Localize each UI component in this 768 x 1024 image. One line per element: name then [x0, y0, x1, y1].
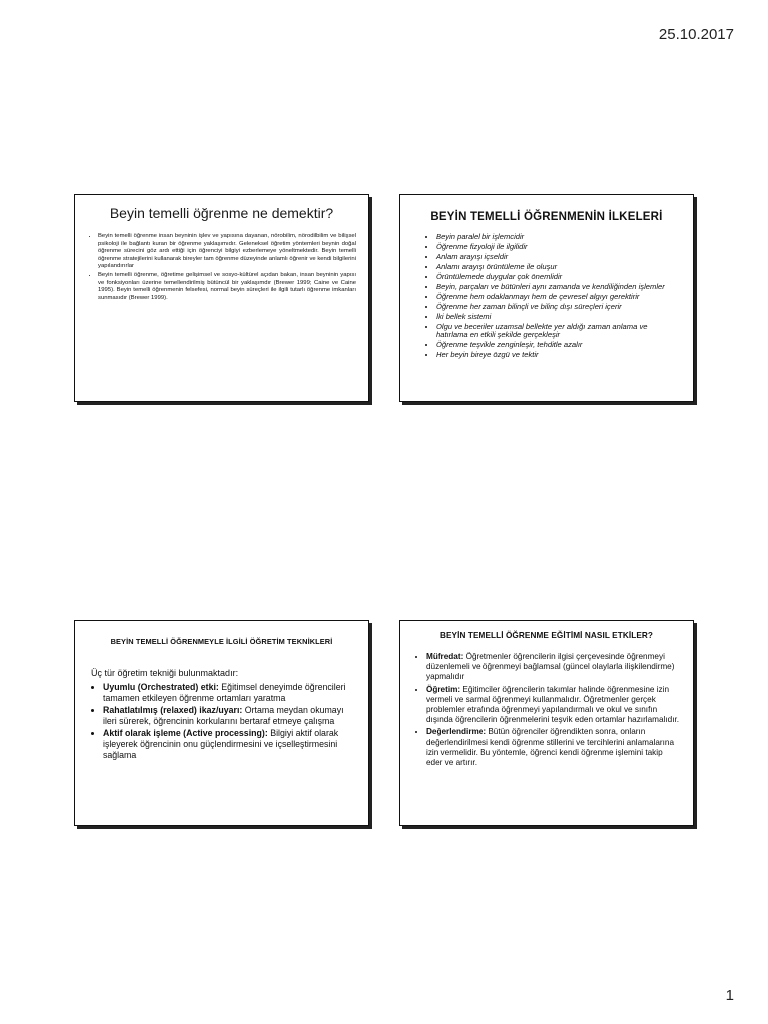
- list-item: • Beyin temelli öğrenme insan beyninin işlev ve yapısına dayanan, nörobilim, nörodilbilim ve bilişsel psikoloji ile bağlantı kuran bir öğrenme yaklaşımıdır. Geleneksel öğretim yöntemleri beynin doğal öğrenme sürecini göz ardı ettiği için öğrenciyi bilgiyi ezberlemeye yöneltmektedir. Beyin temelli öğrenme stratejilerini kullanarak bireyler tam öğrenme düzeyinde anlamlı öğrenir ve kendi bilgilerini yapılandırırlar: [98, 233, 356, 271]
- bullet-term: Öğretim:: [426, 684, 461, 694]
- bullet-term: Rahatlatılmış (relaxed) ikaz/uyarı:: [103, 705, 243, 716]
- bullet-text: Bütün öğrenciler öğrendikten sonra, onların değerlendirilmesi kendi öğrenme stillerini ve tercihlerini anlamalarına izin vermelidir. Bu yöntemle, öğrenci kendi öğrenme işlemini takip eder ve artırır.: [426, 727, 675, 768]
- slide-2-title: BEYİN TEMELLİ ÖĞRENMENİN İLKELERİ: [430, 211, 663, 223]
- list-item: • Beyin temelli öğrenme, öğretime gelişimsel ve sosyo-kültürel açıdan bakan, insan beyninin yapısı ve fonksiyonları üzerine temellendirilmiş bütüncül bir yaklaşımdır (Brewer 1999; Caine ve Caine 1995). Beyin temelli öğrenmenin felsefesi, normal beyin süreçleri ile ilgili tutarlı öğrenme imkanları sunmasıdır (Brewer 1999).: [98, 272, 356, 302]
- page-number: 1: [725, 987, 734, 1004]
- list-item: • İki bellek sistemi: [436, 313, 681, 322]
- list-item: • Her beyin bireye özgü ve tektir: [436, 351, 681, 360]
- bullet-term: Müfredat:: [426, 652, 464, 661]
- bullet-text: Eğitimciler öğrencilerin takımlar halinde öğrenmesine izin vermeli ve sarmal öğrenmeyi kullanmalıdır. Öğretmenler gerçek problemler etrafında öğrenmeyi yapılandırmalı ve okul ve sınıfın dışında öğrencilerin öğrenmelerini teşvik eden ortamlar hazırlamalıdır.: [426, 684, 680, 725]
- slide-2: [399, 194, 694, 402]
- slide-3-bullets: [87, 682, 356, 760]
- slide-1: [74, 194, 369, 402]
- list-item: • Öğrenme her zaman bilinçli ve bilinç dışı süreçleri içerir: [436, 303, 681, 312]
- list-item: • Öğrenme teşvikle zenginleşir, tehditle azalır: [436, 341, 681, 350]
- bullet-term: Uyumlu (Orchestrated) etki:: [103, 682, 219, 692]
- header-date: 25.10.2017: [658, 26, 734, 43]
- list-item: • Anlamı arayışı örüntüleme ile oluşur: [436, 263, 681, 272]
- list-item: • Öğrenme hem odaklanmayı hem de çevresel algıyı gerektirir: [436, 293, 681, 302]
- list-item: [426, 727, 681, 768]
- slide-1-bullets: [87, 233, 356, 302]
- slide-4-bullets: [412, 652, 681, 768]
- bullet-term: Değerlendirme:: [426, 727, 487, 737]
- bullet-term: Aktif olarak işleme (Active processing):: [103, 728, 268, 739]
- list-item: • Anlam arayışı içseldir: [436, 253, 681, 262]
- bullet-text: Öğretmenler öğrencilerin ilgisi çerçevesinde öğrenmeyi düzenlemeli ve öğrenmeyi bağlamsal (güncel olaylarla ilişkilendirme) yapmalıdır: [426, 652, 675, 682]
- list-item: • Öğrenme fizyoloji ile ilgilidir: [436, 243, 681, 252]
- bullet-text: Bilgiyi aktif olarak işleyerek öğrencinin onu güçlendirmesini ve içselleştirmesini sağlama: [103, 728, 339, 760]
- list-item: • Örüntülemede duygular çok önemlidir: [436, 273, 681, 282]
- list-item: [103, 682, 356, 703]
- list-item: [426, 652, 681, 683]
- bullet-text: Ortama meydan okumayı ileri sürerek, öğrencinin korkularını bertaraf etmeye çalışma: [103, 705, 344, 726]
- list-item: [103, 705, 356, 726]
- slide-4-title: BEYİN TEMELLİ ÖĞRENME EĞİTİMİ NASIL ETKİLER?: [439, 631, 654, 640]
- list-item: • Olgu ve beceriler uzamsal bellekte yer aldığı zaman anlama ve hatırlama en etkili şekilde gerçekleşir: [436, 323, 681, 340]
- slide-3-title: BEYİN TEMELLİ ÖĞRENMEYLE İLGİLİ ÖĞRETİM TEKNİKLERİ: [110, 637, 333, 646]
- slide-3: [74, 620, 369, 826]
- list-item: [426, 685, 681, 726]
- slide-3-intro: Üç tür öğretim tekniği bulunmaktadır:: [91, 668, 239, 678]
- slide-4: [399, 620, 694, 826]
- list-item: • Beyin, parçaları ve bütünleri aynı zamanda ve kendiliğinden işlemler: [436, 283, 681, 292]
- bullet-text: Eğitimsel deneyimde öğrencileri tamamen etkileyen öğrenme ortamları yaratma: [103, 682, 346, 703]
- list-item: • Beyin paralel bir işlemcidir: [436, 233, 681, 242]
- list-item: [103, 728, 356, 760]
- slide-1-title: Beyin temelli öğrenme ne demektir?: [109, 205, 334, 221]
- slide-2-bullets: [412, 233, 681, 360]
